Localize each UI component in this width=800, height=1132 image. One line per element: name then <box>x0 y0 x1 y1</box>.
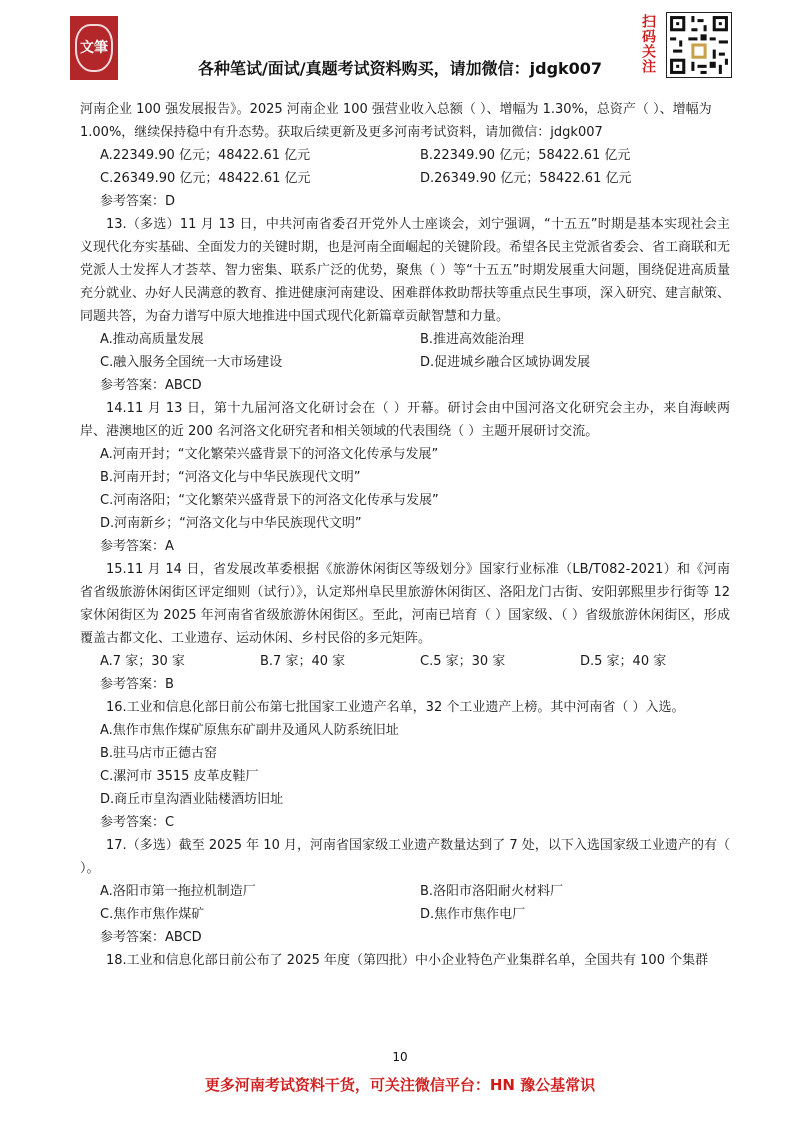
q12-options <box>80 167 730 190</box>
q13-options <box>80 351 730 374</box>
option: B.7 家；40 家 <box>260 654 346 669</box>
option: A.22349.90 亿元；48422.61 亿元 <box>100 148 311 163</box>
question-17: 17.（多选）截至 2025 年 10 月，河南省国家级工业遗产数量达到了 7 处，以下入选国家级工业遗产的有（ ）。 <box>80 838 730 876</box>
document-body <box>80 98 730 972</box>
answer: 参考答案：C <box>100 815 175 830</box>
option: B.22349.90 亿元；58422.61 亿元 <box>420 148 631 163</box>
option: C.漯河市 3515 皮革皮鞋厂 <box>100 769 259 784</box>
q12-options <box>80 144 730 167</box>
qr-code-icon[interactable] <box>666 12 732 78</box>
footer-promo: 更多河南考试资料干货，可关注微信平台：HN 豫公基常识 <box>204 1076 596 1094</box>
answer: 参考答案：ABCD <box>100 930 202 945</box>
logo-text: 文筆 <box>75 24 113 72</box>
option: D.26349.90 亿元；58422.61 亿元 <box>420 171 632 186</box>
option: A.洛阳市第一拖拉机制造厂 <box>100 884 256 899</box>
option: D.5 家；40 家 <box>580 654 667 669</box>
option: C.河南洛阳；“文化繁荣兴盛背景下的河洛文化传承与发展” <box>100 493 439 508</box>
header-title: 各种笔试/面试/真题考试资料购买，请加微信：jdgk007 <box>197 59 603 78</box>
option: D.河南新乡；“河洛文化与中华民族现代文明” <box>100 516 362 531</box>
question-14: 14.11 月 13 日，第十九届河洛文化研讨会在（ ）开幕。研讨会由中国河洛文化研究会主办，来自海峡两岸、港澳地区的近 200 名河洛文化研究者和相关领域的代表围绕（ ）主题开展研讨交流。 <box>80 401 730 439</box>
option: D.促进城乡融合区域协调发展 <box>420 355 591 370</box>
option: D.焦作市焦作电厂 <box>420 907 526 922</box>
question-16: 16.工业和信息化部日前公布第七批国家工业遗产名单，32 个工业遗产上榜。其中河南省（ ）入选。 <box>106 700 685 715</box>
option: C.26349.90 亿元；48422.61 亿元 <box>100 171 311 186</box>
answer: 参考答案：ABCD <box>100 378 202 393</box>
option: B.河南开封；“河洛文化与中华民族现代文明” <box>100 470 361 485</box>
intro-line: 1.00%，继续保持稳中有升态势。获取后续更新及更多河南考试资料，请加微信：jdgk007 <box>80 125 603 140</box>
intro-line: 河南企业 100 强发展报告》。2025 河南企业 100 强营业收入总额（ ）、增幅为 1.30%，总资产（ ）、增幅为 <box>80 102 712 117</box>
option: A.7 家；30 家 <box>100 654 185 669</box>
answer: 参考答案：B <box>100 677 174 692</box>
option: C.融入服务全国统一大市场建设 <box>100 355 283 370</box>
option: A.焦作市焦作煤矿原焦东矿副井及通风人防系统旧址 <box>100 723 399 738</box>
option: A.河南开封；“文化繁荣兴盛背景下的河洛文化传承与发展” <box>100 447 439 462</box>
q17-options <box>80 903 730 926</box>
question-18: 18.工业和信息化部日前公布了 2025 年度（第四批）中小企业特色产业集群名单，全国共有 100 个集群 <box>106 953 709 968</box>
option: C.5 家；30 家 <box>420 654 506 669</box>
option: A.推动高质量发展 <box>100 332 204 347</box>
scan-label: 扫码关注 <box>640 14 656 74</box>
option: B.驻马店市正德古窑 <box>100 746 218 761</box>
q15-options <box>80 650 730 673</box>
option: B.推进高效能治理 <box>420 332 525 347</box>
q13-options <box>80 328 730 351</box>
page-number: 10 <box>392 1050 408 1064</box>
question-15: 15.11 月 14 日，省发展改革委根据《旅游休闲街区等级划分》国家行业标准（LB/T082-2021）和《河南省省级旅游休闲街区评定细则（试行）》，认定郑州阜民里旅游休闲街区、洛阳龙门古街、安阳郭熙里步行街等 12 家休闲街区为 2025 年河南省省级旅游休闲街区。至此，河南已培育（ ）国家级、（ ）省级旅游休闲街区，形成覆盖古都文化、工业遗存、运动休闲、乡村民俗的多元矩阵。 <box>80 562 730 646</box>
option: D.商丘市皇沟酒业陆楼酒坊旧址 <box>100 792 284 807</box>
q17-options <box>80 880 730 903</box>
option: C.焦作市焦作煤矿 <box>100 907 205 922</box>
question-13: 13.（多选）11 月 13 日，中共河南省委召开党外人士座谈会，刘宁强调，“十五五”时期是基本实现社会主义现代化夯实基础、全面发力的关键时期，也是河南全面崛起的关键阶段。希望各民主党派省委会、省工商联和无党派人士发挥人才荟萃、智力密集、联系广泛的优势，聚焦（ ）等“十五五”时期发展重大问题，围绕促进高质量充分就业、办好人民满意的教育、推进健康河南建设、困难群体救助帮扶等重点民生事项，深入研究、建言献策、同题共答，为奋力谱写中原大地推进中国式现代化新篇章贡献智慧和力量。 <box>80 217 731 324</box>
answer: 参考答案：D <box>100 194 176 209</box>
option: B.洛阳市洛阳耐火材料厂 <box>420 884 564 899</box>
answer: 参考答案：A <box>100 539 174 554</box>
